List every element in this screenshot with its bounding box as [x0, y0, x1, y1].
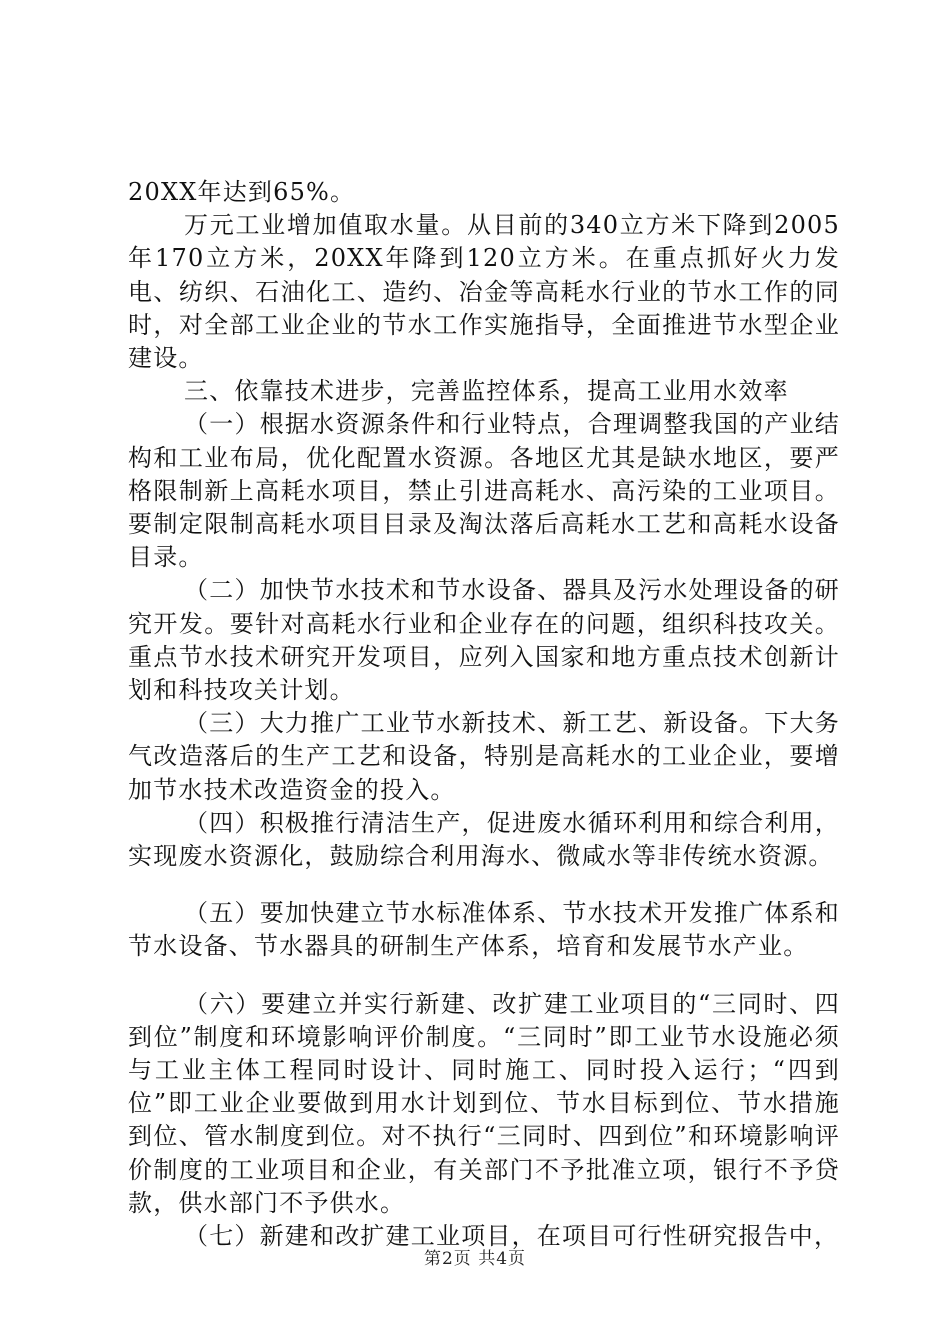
paragraph-item-1: （一）根据水资源条件和行业特点，合理调整我国的产业结构和工业布局，优化配置水资源。各地区尤其是缺水地区，要严格限制新上高耗水项目，禁止引进高耗水、高污染的工业项目。要制定限制高耗水项目目录及淘汰落后高耗水工艺和高耗水设备目录。 — [128, 410, 840, 572]
paragraph-item-3: （三）大力推广工业节水新技术、新工艺、新设备。下大务气改造落后的生产工艺和设备，特别是高耗水的工业企业，要增加节水技术改造资金的投入。 — [128, 709, 840, 804]
section-heading-three: 三、依靠技术进步，完善监控体系，提高工业用水效率 — [184, 377, 789, 406]
document-body — [128, 176, 840, 1253]
paragraph-item-2: （二）加快节水技术和节水设备、器具及污水处理设备的研究开发。要针对高耗水行业和企业存在的问题，组织科技攻关。重点节水技术研究开发项目，应列入国家和地方重点技术创新计划和科技攻关计划。 — [128, 576, 840, 705]
paragraph-item-7: （七）新建和改扩建工业项目，在项目可行性研究报告中， — [184, 1222, 840, 1251]
paragraph-continuation: 20XX年达到65%。 — [128, 178, 356, 206]
paragraph-item-6: （六）要建立并实行新建、改扩建工业项目的“三同时、四到位”制度和环境影响评价制度。“三同时”即工业节水设施必须与工业主体工程同时设计、同时施工、同时投入运行；“四到位”即工业企业要做到用水计划到位、节水目标到位、节水措施到位、管水制度到位。对不执行“三同时、四到位”和环境影响评价制度的工业项目和企业，有关部门不予批准立项，银行不予贷款，供水部门不予供水。 — [128, 989, 840, 1217]
paragraph-water-intake: 万元工业增加值取水量。从目前的340立方米下降到2005年170立方米，20XX年降到120立方米。在重点抓好火力发电、纺织、石油化工、造约、冶金等高耗水行业的节水工作的同时，对全部工业企业的节水工作实施指导，全面推进节水型企业建设。 — [128, 211, 840, 373]
paragraph-item-5: （五）要加快建立节水标准体系、节水技术开发推广体系和节水设备、节水器具的研制生产体系，培育和发展节水产业。 — [128, 899, 840, 961]
page-number-footer: 第2页 共4页 — [423, 1249, 527, 1269]
paragraph-item-4: （四）积极推行清洁生产，促进废水循环利用和综合利用，实现废水资源化，鼓励综合利用海水、微咸水等非传统水资源。 — [128, 808, 840, 871]
